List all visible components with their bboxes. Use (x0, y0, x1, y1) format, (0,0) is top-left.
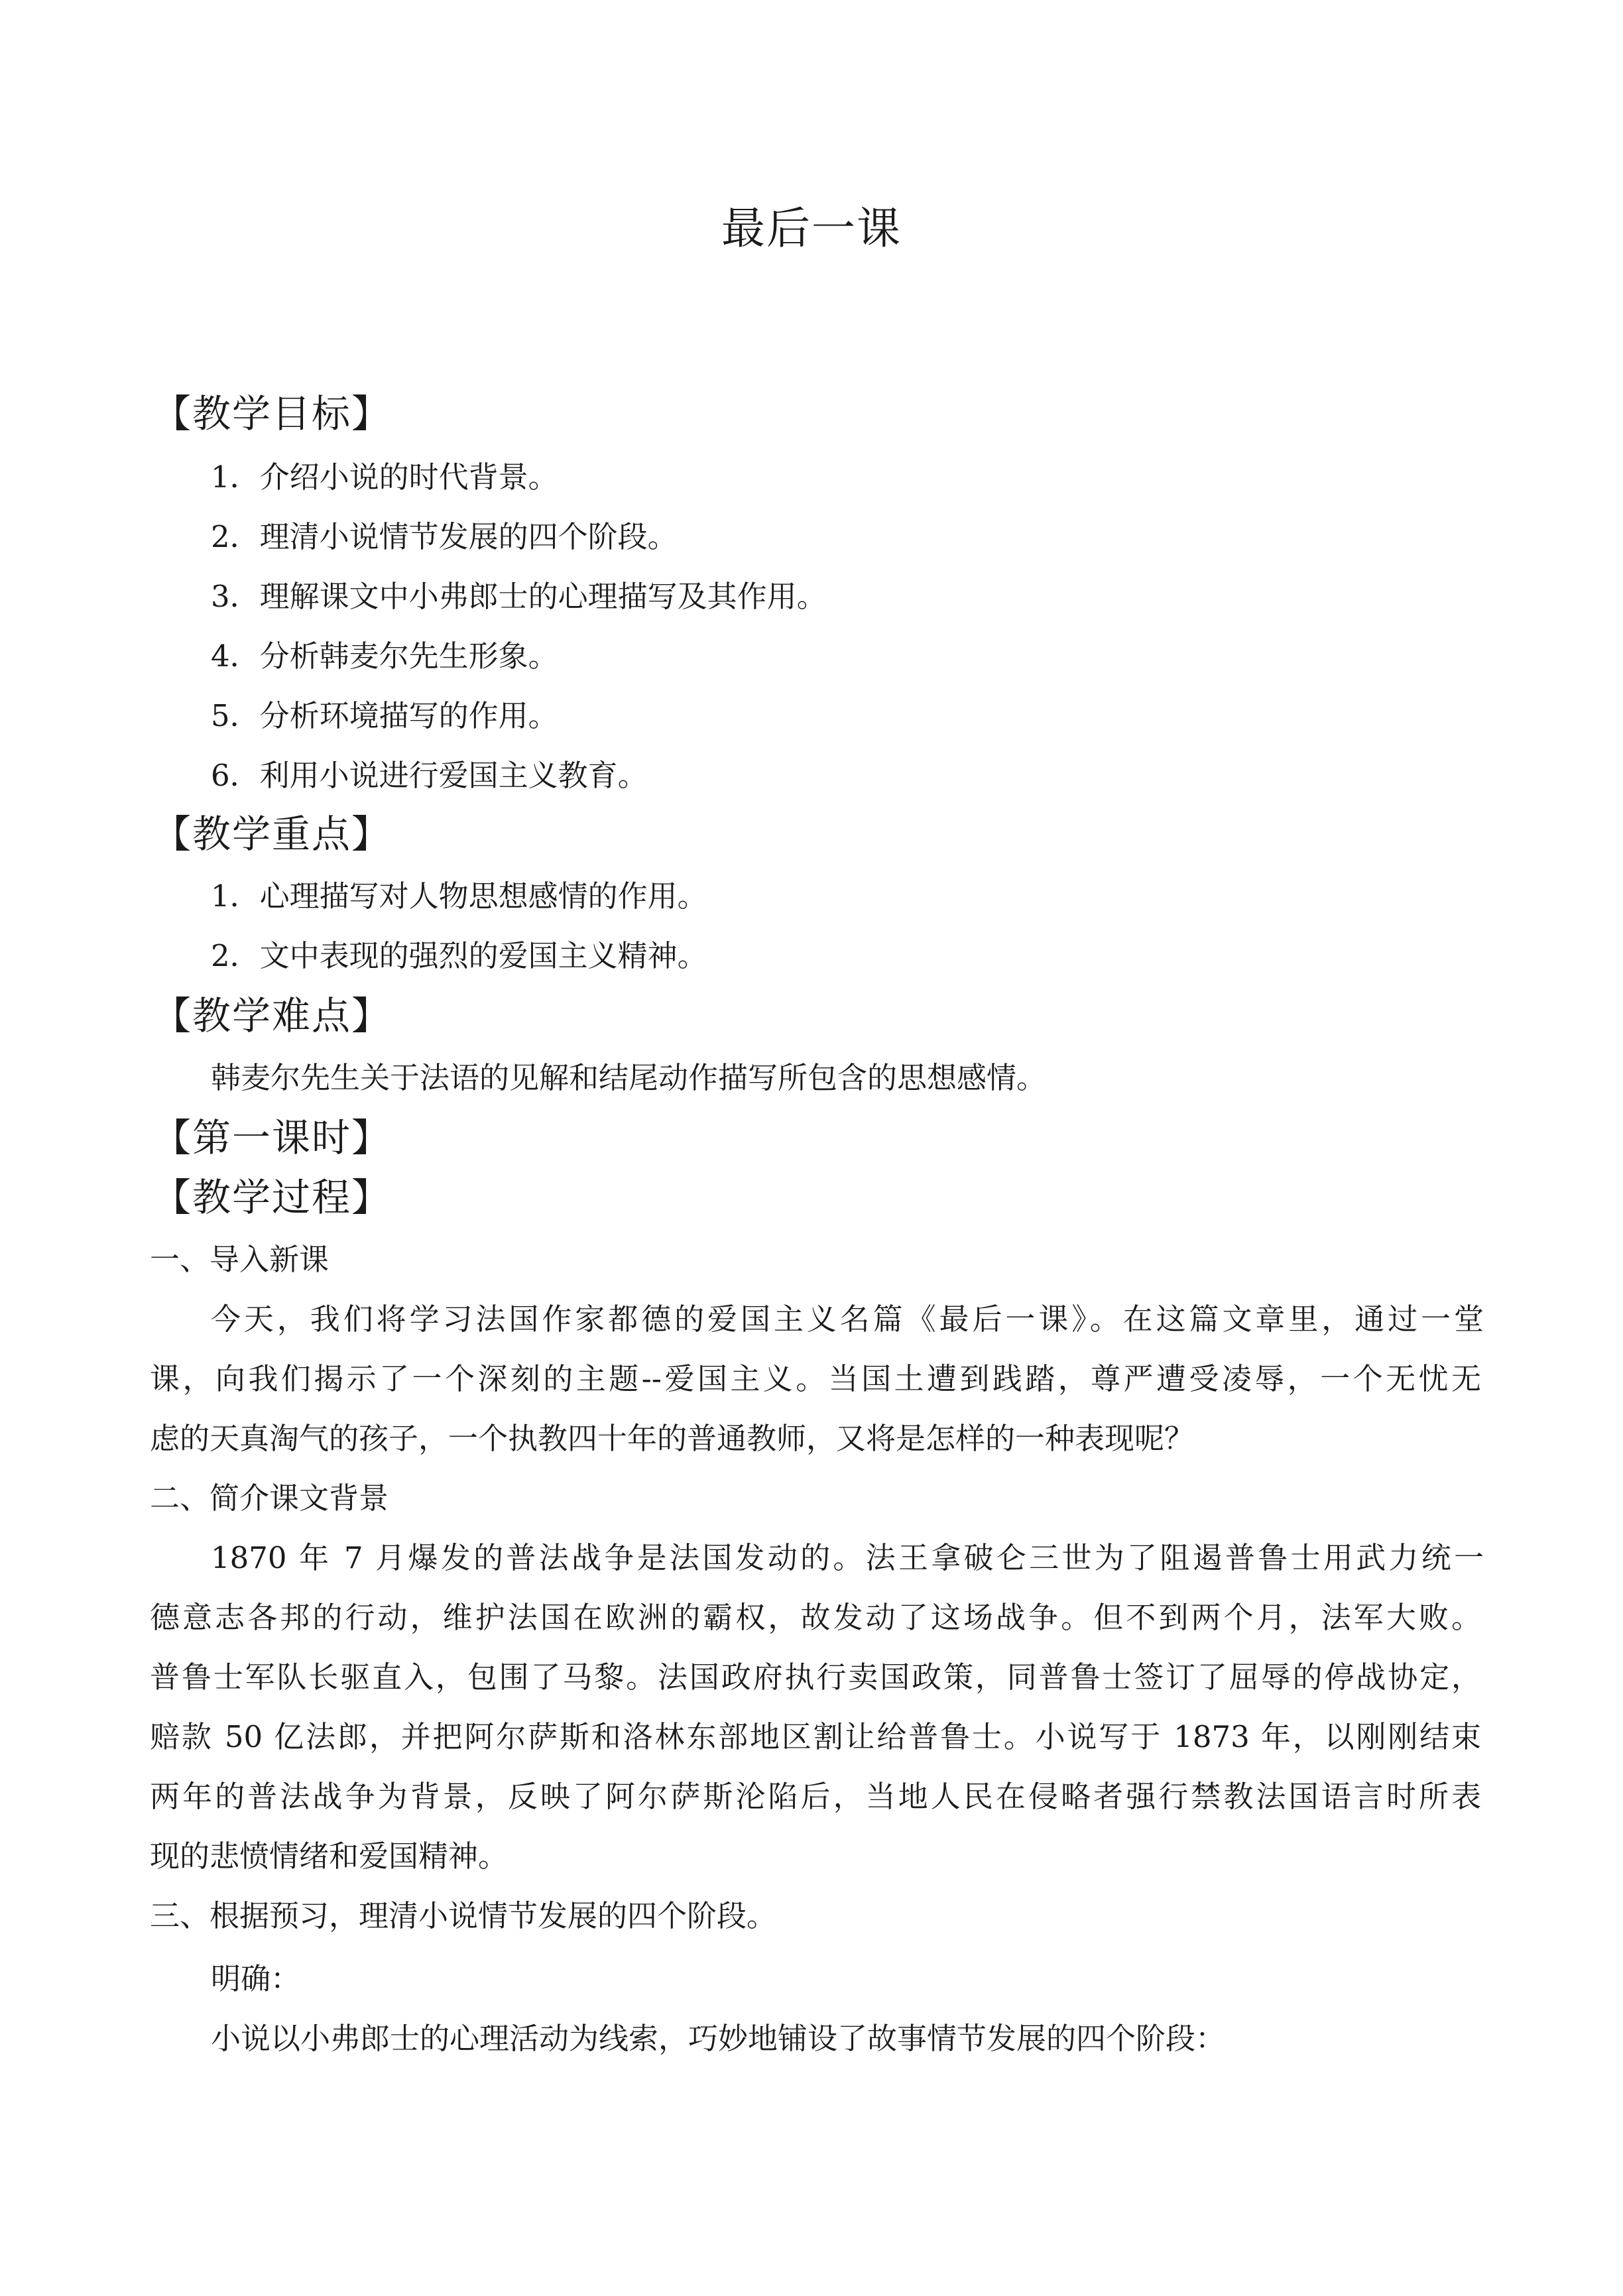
difficulties-text: 韩麦尔先生关于法语的见解和结尾动作描写所包含的思想感情。 (211, 1060, 1047, 1095)
goal-item: 4．分析韩麦尔先生形象。 (211, 638, 558, 674)
paragraph-line: 小说以小弗郎士的心理活动为线索，巧妙地铺设了故事情节发展的四个阶段： (211, 2021, 1226, 2056)
goal-item: 6．利用小说进行爱国主义教育。 (211, 758, 648, 793)
paragraph-line: 普鲁士军队长驱直入，包围了马黎。法国政府执行卖国政策，同普鲁士签订了屈辱的停战协定， (150, 1660, 1481, 1695)
paragraph-line: 赔款 50 亿法郎，并把阿尔萨斯和洛林东部地区割让给普鲁士。小说写于 1873 年，以刚刚结束 (150, 1719, 1481, 1754)
key-points-heading: 【教学重点】 (152, 812, 392, 857)
key-point-item: 2．文中表现的强烈的爱国主义精神。 (211, 938, 707, 973)
goal-item: 5．分析环境描写的作用。 (211, 698, 558, 733)
goals-heading: 【教学目标】 (152, 391, 392, 436)
paragraph-line: 课，向我们揭示了一个深刻的主题--爱国主义。当国土遭到践踏，尊严遭受凌辱，一个无忧无 (150, 1361, 1481, 1396)
paragraph-line: 现的悲愤情绪和爱国精神。 (150, 1839, 509, 1874)
goal-item: 2．理清小说情节发展的四个阶段。 (211, 519, 678, 554)
document-title: 最后一课 (721, 203, 902, 254)
difficulties-heading: 【教学难点】 (152, 993, 392, 1038)
paragraph-line: 今天，我们将学习法国作家都德的爱国主义名篇《最后一课》。在这篇文章里，通过一堂 (211, 1301, 1484, 1337)
section-title: 三、根据预习，理清小说情节发展的四个阶段。 (150, 1898, 777, 1933)
paragraph-line: 德意志各邦的行动，维护法国在欧洲的霸权，故发动了这场战争。但不到两个月，法军大败。 (150, 1600, 1481, 1635)
goal-item: 3．理解课文中小弗郎士的心理描写及其作用。 (211, 579, 827, 614)
paragraph-line: 1870 年 7 月爆发的普法战争是法国发动的。法王拿破仑三世为了阻遏普鲁士用武力统一 (211, 1540, 1484, 1575)
goal-item: 1．介绍小说的时代背景。 (211, 459, 558, 495)
process-heading: 【教学过程】 (152, 1175, 392, 1220)
clarify-label: 明确： (211, 1961, 301, 1996)
section-title: 一、导入新课 (150, 1242, 330, 1277)
paragraph-line: 虑的天真淘气的孩子，一个执教四十年的普通教师，又将是怎样的一种表现呢？ (150, 1421, 1195, 1456)
section-title: 二、简介课文背景 (150, 1480, 389, 1516)
key-point-item: 1．心理描写对人物思想感情的作用。 (211, 878, 707, 914)
paragraph-line: 两年的普法战争为背景，反映了阿尔萨斯沦陷后，当地人民在侵略者强行禁教法国语言时所表 (150, 1779, 1481, 1814)
lesson-heading: 【第一课时】 (152, 1115, 392, 1160)
